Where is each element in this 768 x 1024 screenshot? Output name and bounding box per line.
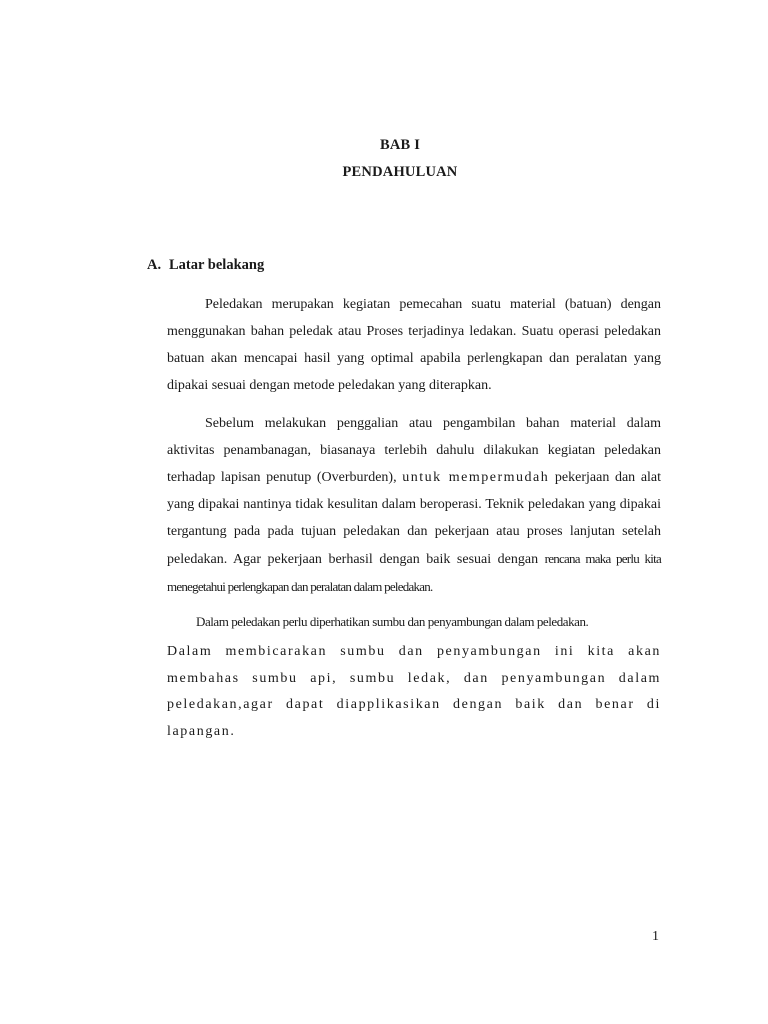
paragraph-2-text-last: rencana maka perlu kita menegetahui perlengkapan dan peralatan dalam peledakan. (167, 551, 662, 594)
section-heading (147, 257, 264, 274)
paragraph-3-first-line: Dalam peledakan perlu diperhatikan sumbu dan penyambungan dalam peledakan. (196, 614, 589, 629)
paragraph-2-text-b: pekerjaan dan alat yang dipakai nantinya tidak kesulitan dalam beroperasi. Teknik peledakan yang dipakai tergantung pada pada tujuan peledakan dan pekerjaan atau proses lanjutan setelah peledakan. Agar pekerjaan berhasil dengan baik sesuai dengan (167, 470, 662, 567)
paragraph-1-text: Peledakan merupakan kegiatan pemecahan suatu material (batuan) dengan menggunakan bahan peledak atau Proses terjadinya ledakan. Suatu operasi peledakan batuan akan mencapai hasil yang optimal apabila perlengkapan dan peralatan yang dipakai sesuai dengan metode peledakan yang diterapkan. (167, 297, 661, 393)
section-letter: A. (147, 257, 162, 273)
section-title: Latar belakang (169, 257, 265, 273)
paragraph-2-text-a: Sebelum melakukan penggalian atau pengambilan bahan material dalam aktivitas penambanagan, biasanaya terlebih dahulu dilakukan kegiatan peledakan terhadap lapisan penutup (Overburden), (167, 416, 661, 485)
paragraph-2-text-spaced: untuk mempermudah (402, 470, 550, 485)
page-number: 1 (652, 929, 659, 944)
chapter-title: PENDAHULUAN (342, 164, 458, 180)
paragraph-1 (167, 291, 661, 399)
chapter-number: BAB I (379, 137, 421, 153)
paragraph-2 (167, 410, 661, 601)
paragraph-3-text: Dalam membicarakan sumbu dan penyambungan ini kita akan membahas sumbu api, sumbu ledak, dan penyambungan dalam peledakan,agar dapat diapplikasikan dengan baik dan benar di lapangan. (167, 644, 661, 739)
